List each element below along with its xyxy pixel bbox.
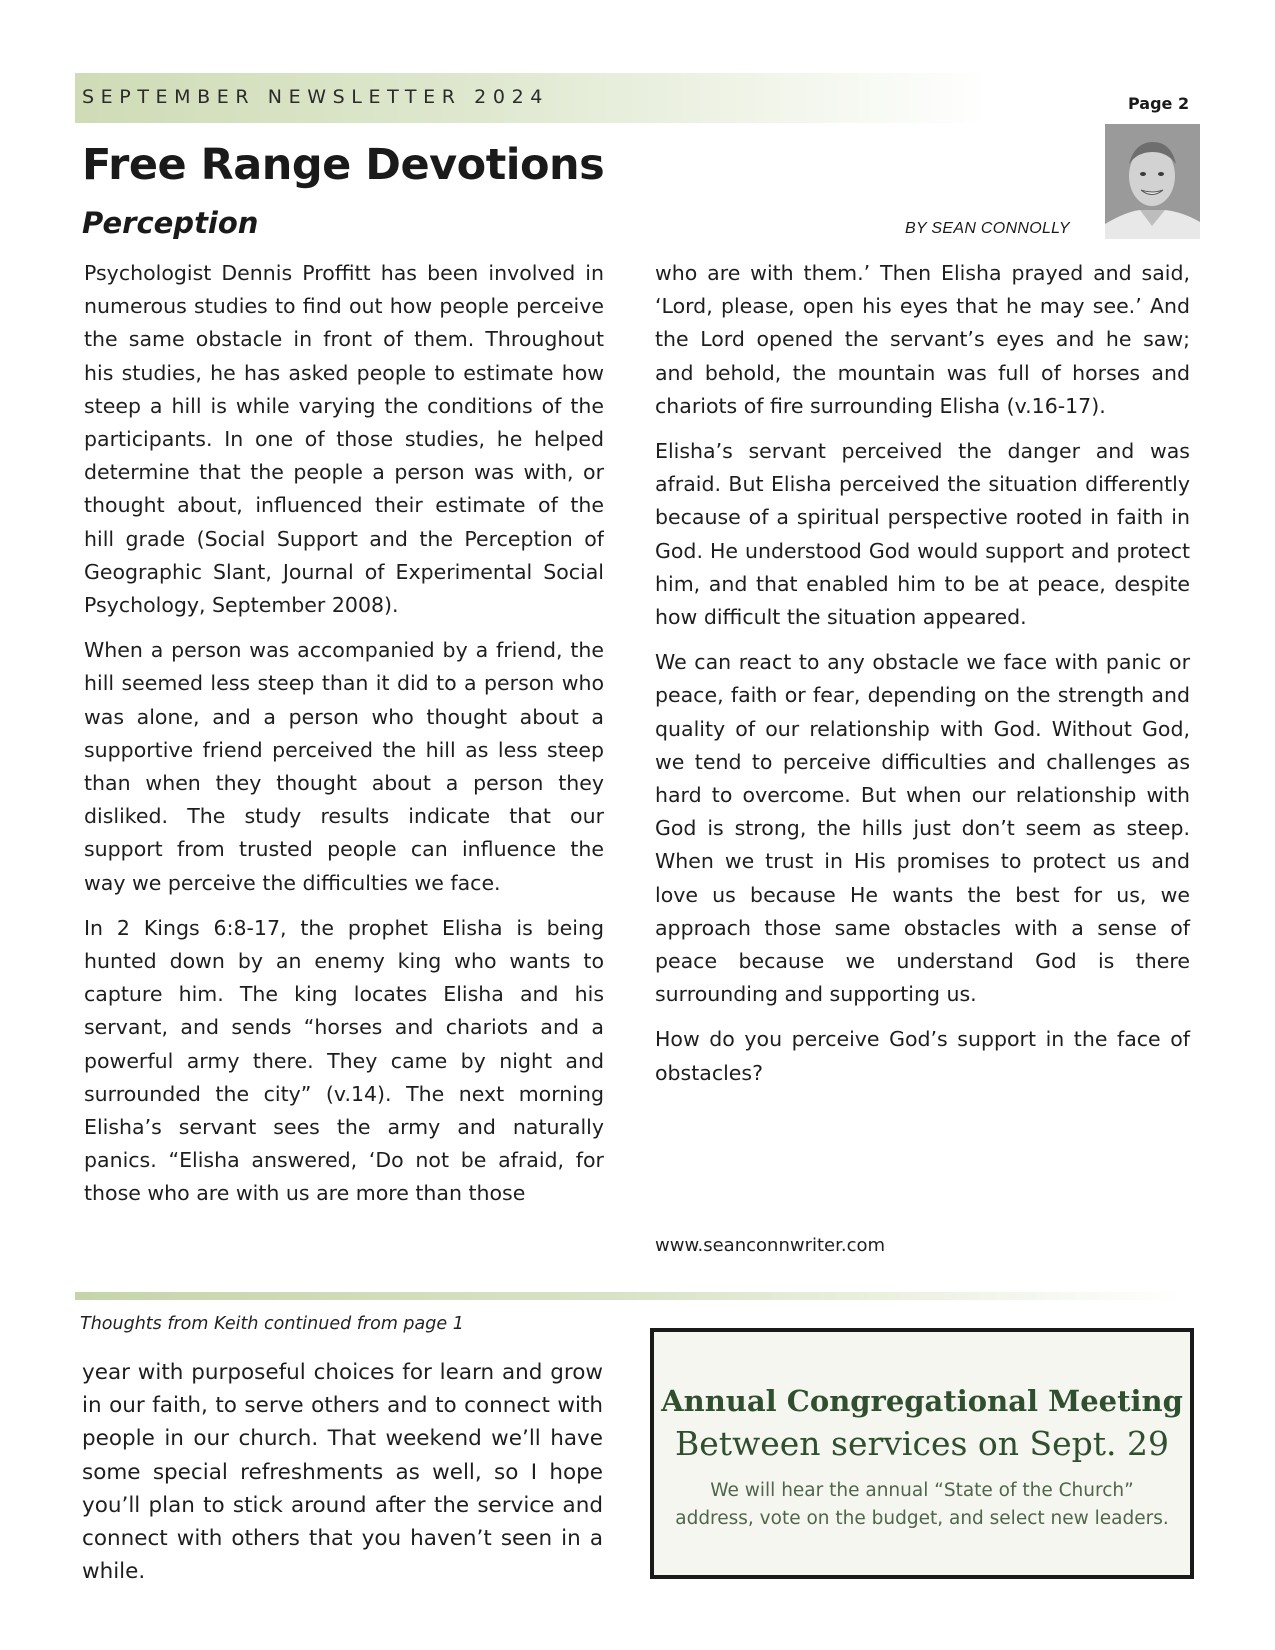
article-left-column — [84, 257, 604, 1269]
article-subtitle: Perception — [82, 206, 259, 240]
author-portrait-image — [1105, 124, 1200, 239]
article-paragraph: We can react to any obstacle we face with panic or peace, faith or fear, depending on the strength and quality of our relationship with God. Without God, we tend to perceive difficulties and challenges as hard to overcome. But when our relationship with God is strong, the hills just don’t seem as steep. When we trust in His promises to protect us and love us because He wants the best for us, we approach those same obstacles with a sense of peace because we understand God is there surrounding and supporting us. — [655, 650, 1190, 1007]
page-number: Page 2 — [1128, 94, 1190, 113]
meeting-description-line: We will hear the annual “State of the Church” — [710, 1480, 1134, 1501]
continued-column — [82, 1356, 603, 1588]
meeting-description-line: address, vote on the budget, and select new leaders. — [675, 1508, 1169, 1529]
newsletter-header: SEPTEMBER NEWSLETTER 2024 — [82, 86, 549, 108]
meeting-description — [654, 1477, 1190, 1533]
article-paragraph: In 2 Kings 6:8-17, the prophet Elisha is being hunted down by an enemy king who wants to capture him. The king locates Elisha and his servant, and sends “horses and chariots and a powerful army there. They came by night and surrounded the city” (v.14). The next morning Elisha’s servant sees the army and naturally panics. “Elisha answered, ‘Do not be afraid, for those who are with us are more than those — [84, 915, 604, 1206]
article-right-column — [655, 257, 1190, 1102]
meeting-title: Annual Congregational Meeting — [661, 1384, 1183, 1418]
section-divider — [75, 1292, 1185, 1300]
meeting-announcement-box — [650, 1328, 1194, 1579]
article-paragraph: Psychologist Dennis Proffitt has been involved in numerous studies to find out how people perceive the same obstacle in front of them. Throughout his studies, he has asked people to estimate how steep a hill is while varying the conditions of the participants. In one of those studies, he helped determine that the people a person was with, or thought about, influenced their estimate of the hill grade (Social Support and the Perception of Geographic Slant, Journal of Experimental Social Psychology, September 2008). — [84, 261, 604, 618]
article-paragraph: When a person was accompanied by a friend, the hill seemed less steep than it did to a person who was alone, and a person who thought about a supportive friend perceived the hill as less steep than when they thought about a person they disliked. The study results indicate that our support from trusted people can influence the way we perceive the difficulties we face. — [84, 638, 604, 895]
author-website-link[interactable]: www.seanconnwriter.com — [655, 1235, 886, 1256]
meeting-date: Between services on Sept. 29 — [674, 1424, 1170, 1463]
article-title: Free Range Devotions — [82, 140, 605, 190]
byline: BY SEAN CONNOLLY — [905, 220, 1070, 237]
author-photo — [1105, 124, 1200, 239]
continued-label: Thoughts from Keith continued from page 1 — [80, 1314, 464, 1334]
article-paragraph: Elisha’s servant perceived the danger and was afraid. But Elisha perceived the situation differently because of a spiritual perspective rooted in faith in God. He understood God would support and protect him, and that enabled him to be at peace, despite how difficult the situation appeared. — [655, 439, 1190, 630]
article-paragraph: How do you perceive God’s support in the face of obstacles? — [655, 1027, 1190, 1085]
article-paragraph: who are with them.’ Then Elisha prayed and said, ‘Lord, please, open his eyes that he may see.’ And the Lord opened the servant’s eyes and he saw; and behold, the mountain was full of horses and chariots of fire surrounding Elisha (v.16-17). — [655, 261, 1190, 418]
continued-paragraph: year with purposeful choices for learn and grow in our faith, to serve others and to connect with people in our church. That weekend we’ll have some special refreshments as well, so I hope you’ll plan to stick around after the service and connect with others that you haven’t seen in a while. — [82, 1360, 603, 1585]
